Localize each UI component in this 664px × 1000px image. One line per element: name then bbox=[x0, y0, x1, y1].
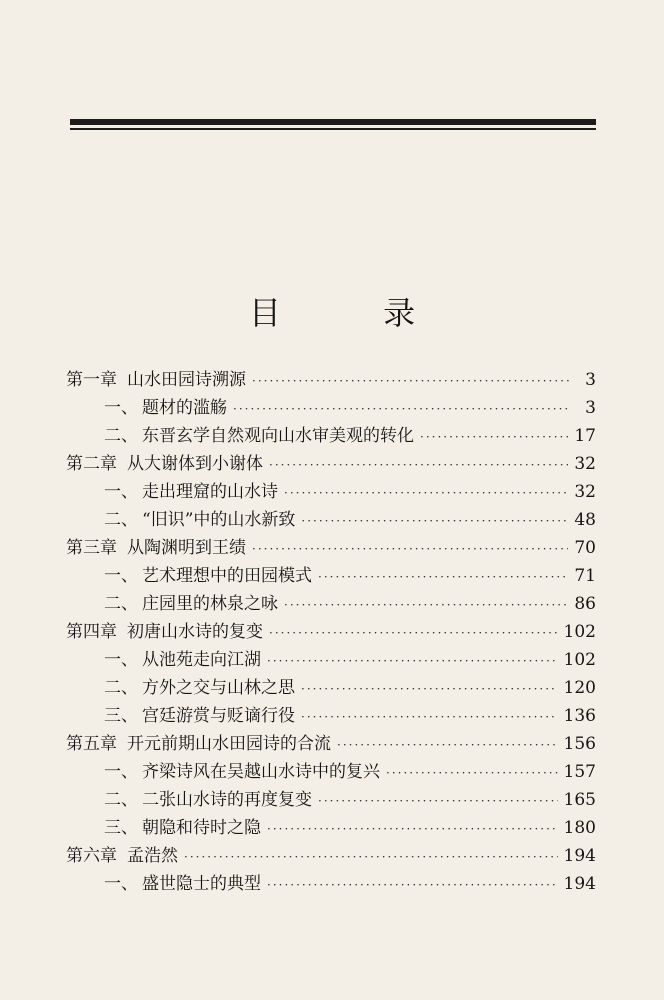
toc-section-row bbox=[66, 422, 596, 450]
toc-section-row bbox=[66, 674, 596, 702]
dot-leader bbox=[267, 871, 558, 899]
page-number: 32 bbox=[574, 482, 596, 502]
chapter-label: 第五章 bbox=[66, 734, 117, 754]
header-rule-thin bbox=[70, 128, 596, 130]
page-number: 165 bbox=[563, 790, 596, 810]
dot-leader bbox=[252, 367, 570, 395]
page-number: 194 bbox=[563, 846, 596, 866]
chapter-title: 初唐山水诗的复变 bbox=[127, 622, 263, 642]
dot-leader bbox=[284, 591, 568, 619]
dot-leader bbox=[420, 423, 568, 451]
dot-leader bbox=[301, 675, 558, 703]
section-number: 二、 bbox=[104, 594, 138, 614]
dot-leader bbox=[318, 787, 558, 815]
section-title: 朝隐和待时之隐 bbox=[142, 818, 261, 838]
table-of-contents bbox=[66, 366, 596, 898]
dot-leader bbox=[269, 451, 568, 479]
toc-section-row bbox=[66, 394, 596, 422]
section-number: 一、 bbox=[104, 398, 138, 418]
chapter-title: 从大谢体到小谢体 bbox=[127, 454, 263, 474]
dot-leader bbox=[386, 759, 558, 787]
toc-section-row bbox=[66, 562, 596, 590]
section-number: 二、 bbox=[104, 790, 138, 810]
page-number: 136 bbox=[563, 706, 596, 726]
toc-chapter-row bbox=[66, 366, 596, 394]
section-number: 二、 bbox=[104, 678, 138, 698]
dot-leader bbox=[184, 843, 558, 871]
chapter-label: 第六章 bbox=[66, 846, 117, 866]
toc-section-row bbox=[66, 870, 596, 898]
toc-section-row bbox=[66, 702, 596, 730]
page-number: 156 bbox=[563, 734, 596, 754]
chapter-title: 开元前期山水田园诗的合流 bbox=[127, 734, 331, 754]
section-number: 一、 bbox=[104, 762, 138, 782]
section-number: 三、 bbox=[104, 818, 138, 838]
dot-leader bbox=[269, 619, 558, 647]
dot-leader bbox=[267, 815, 558, 843]
toc-chapter-row bbox=[66, 534, 596, 562]
chapter-label: 第四章 bbox=[66, 622, 117, 642]
header-rule-thick bbox=[70, 119, 596, 125]
dot-leader bbox=[337, 731, 558, 759]
toc-section-row bbox=[66, 786, 596, 814]
page-number: 3 bbox=[585, 370, 596, 390]
section-number: 一、 bbox=[104, 650, 138, 670]
page-number: 194 bbox=[563, 874, 596, 894]
section-title: 宫廷游赏与贬谪行役 bbox=[142, 706, 295, 726]
section-title: 题材的滥觞 bbox=[142, 398, 227, 418]
chapter-title: 孟浩然 bbox=[127, 846, 178, 866]
page-number: 86 bbox=[574, 594, 596, 614]
section-number: 一、 bbox=[104, 874, 138, 894]
page-number: 17 bbox=[574, 426, 596, 446]
chapter-label: 第二章 bbox=[66, 454, 117, 474]
dot-leader bbox=[318, 563, 568, 591]
page-number: 102 bbox=[563, 650, 596, 670]
toc-chapter-row bbox=[66, 450, 596, 478]
toc-section-row bbox=[66, 758, 596, 786]
dot-leader bbox=[267, 647, 558, 675]
chapter-title: 山水田园诗溯源 bbox=[127, 370, 246, 390]
page-number: 120 bbox=[563, 678, 596, 698]
toc-chapter-row bbox=[66, 730, 596, 758]
page-number: 102 bbox=[563, 622, 596, 642]
page-number: 48 bbox=[574, 510, 596, 530]
page-number: 70 bbox=[574, 538, 596, 558]
page-number: 32 bbox=[574, 454, 596, 474]
dot-leader bbox=[284, 479, 568, 507]
dot-leader bbox=[301, 507, 568, 535]
toc-chapter-row bbox=[66, 618, 596, 646]
section-title: 方外之交与山林之思 bbox=[142, 678, 295, 698]
page-number: 157 bbox=[563, 762, 596, 782]
page-number: 180 bbox=[563, 818, 596, 838]
section-number: 一、 bbox=[104, 482, 138, 502]
section-number: 二、 bbox=[104, 426, 138, 446]
section-title: 艺术理想中的田园模式 bbox=[142, 566, 312, 586]
toc-section-row bbox=[66, 646, 596, 674]
section-title: 二张山水诗的再度复变 bbox=[142, 790, 312, 810]
section-title: 从池苑走向江湖 bbox=[142, 650, 261, 670]
chapter-label: 第一章 bbox=[66, 370, 117, 390]
dot-leader bbox=[301, 703, 558, 731]
section-number: 一、 bbox=[104, 566, 138, 586]
section-number: 二、 bbox=[104, 510, 138, 530]
dot-leader bbox=[233, 395, 570, 423]
page-number: 3 bbox=[585, 398, 596, 418]
toc-chapter-row bbox=[66, 842, 596, 870]
page-title: 目 录 bbox=[248, 294, 462, 332]
toc-section-row bbox=[66, 590, 596, 618]
section-title: 盛世隐士的典型 bbox=[142, 874, 261, 894]
section-number: 三、 bbox=[104, 706, 138, 726]
section-title: 东晋玄学自然观向山水审美观的转化 bbox=[142, 426, 414, 446]
section-title: 庄园里的林泉之咏 bbox=[142, 594, 278, 614]
chapter-label: 第三章 bbox=[66, 538, 117, 558]
toc-section-row bbox=[66, 478, 596, 506]
page-number: 71 bbox=[574, 566, 596, 586]
chapter-title: 从陶渊明到王绩 bbox=[127, 538, 246, 558]
section-title: 齐梁诗风在吴越山水诗中的复兴 bbox=[142, 762, 380, 782]
toc-section-row bbox=[66, 814, 596, 842]
section-title: “旧识”中的山水新致 bbox=[142, 510, 296, 530]
section-title: 走出理窟的山水诗 bbox=[142, 482, 278, 502]
dot-leader bbox=[252, 535, 568, 563]
toc-section-row bbox=[66, 506, 596, 534]
